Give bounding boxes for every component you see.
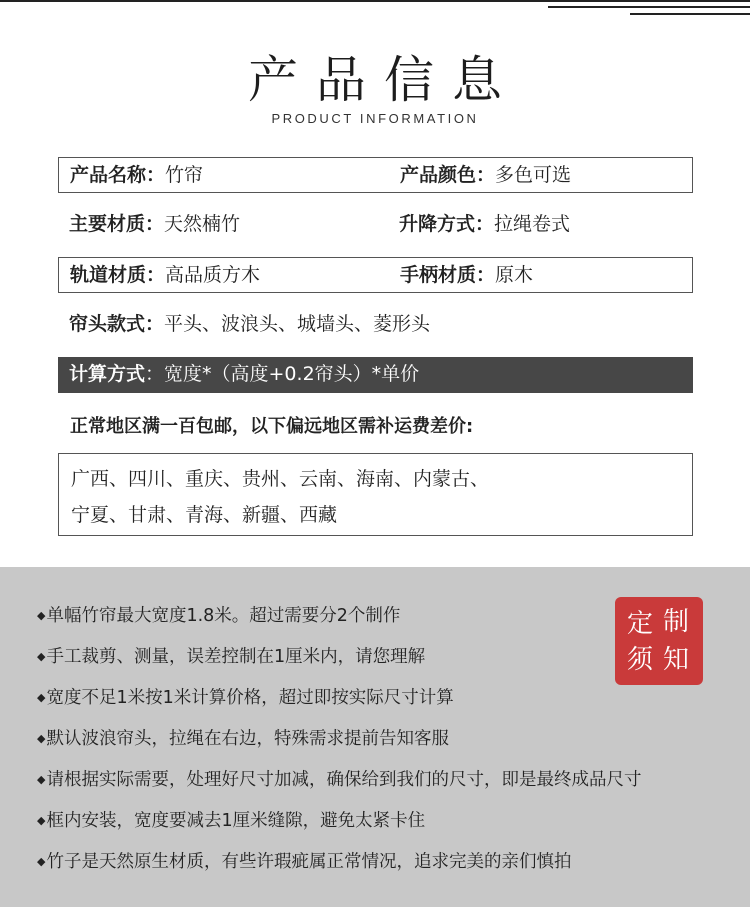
spec-rail [70,258,260,292]
spec-label: 升降方式： [399,213,495,235]
spec-head-style [69,307,430,341]
note-item: ◆手工裁剪、测量，误差控制在1厘米内，请您理解 [37,647,426,667]
region-line: 广西、四川、重庆、贵州、云南、海南、内蒙古、 [71,468,490,490]
spec-calculation [69,357,419,391]
spec-row-name-color [58,157,693,193]
spec-row-head-style [58,307,693,343]
spec-value: 原木 [495,264,534,286]
seal-char: 知 [663,645,690,675]
page-subtitle: PRODUCT INFORMATION [271,111,479,126]
diamond-bullet-icon: ◆ [37,773,46,786]
remote-regions-box [58,453,693,536]
diamond-bullet-icon: ◆ [37,691,46,704]
seal-char: 定 [627,609,654,639]
spec-value: 平头、波浪头、城墙头、菱形头 [164,313,431,335]
spec-row-material-lift [58,207,693,243]
spec-color [400,158,571,192]
spec-handle [400,258,533,292]
note-item: ◆单幅竹帘最大宽度1.8米。超过需要分2个制作 [37,606,401,626]
spec-label: 轨道材质： [70,264,166,286]
spec-label: 计算方式 [69,363,146,385]
spec-value: ：宽度*（高度+0.2帘头）*单价 [145,363,420,385]
spec-value: 高品质方木 [165,264,261,286]
spec-material [69,207,240,241]
custom-notice-seal [615,597,703,685]
region-line: 宁夏、甘肃、青海、新疆、西藏 [71,504,338,526]
spec-value: 拉绳卷式 [494,213,571,235]
seal-char: 制 [663,607,690,637]
spec-row-calculation [58,357,693,393]
page-title: 产品信息 [248,51,520,109]
diamond-bullet-icon: ◆ [37,732,46,745]
diamond-bullet-icon: ◆ [37,855,46,868]
seal-char: 须 [627,645,654,675]
note-item: ◆默认波浪帘头，拉绳在右边，特殊需求提前告知客服 [37,729,449,749]
spec-name [70,158,203,192]
spec-value: 竹帘 [165,164,204,186]
diamond-bullet-icon: ◆ [37,650,46,663]
shipping-title: 正常地区满一百包邮，以下偏远地区需补运费差价: [70,416,474,437]
spec-label: 主要材质： [69,213,165,235]
top-divider [0,0,750,2]
note-item: ◆宽度不足1米按1米计算价格，超过即按实际尺寸计算 [37,688,454,708]
decorative-line [630,13,750,15]
spec-row-rail-handle [58,257,693,293]
diamond-bullet-icon: ◆ [37,609,46,622]
spec-label: 手柄材质： [400,264,496,286]
spec-lift [399,207,570,241]
diamond-bullet-icon: ◆ [37,814,46,827]
note-item: ◆框内安装，宽度要减去1厘米缝隙，避免太紧卡住 [37,811,426,831]
spec-label: 帘头款式： [69,313,165,335]
note-item: ◆请根据实际需要，处理好尺寸加减，确保给到我们的尺寸，即是最终成品尺寸 [37,770,642,790]
decorative-line [548,6,750,8]
spec-value: 天然楠竹 [164,213,241,235]
note-item: ◆竹子是天然原生材质，有些许瑕疵属正常情况，追求完美的亲们慎拍 [37,852,572,872]
spec-label: 产品颜色： [400,164,496,186]
spec-label: 产品名称： [70,164,166,186]
spec-value: 多色可选 [495,164,572,186]
